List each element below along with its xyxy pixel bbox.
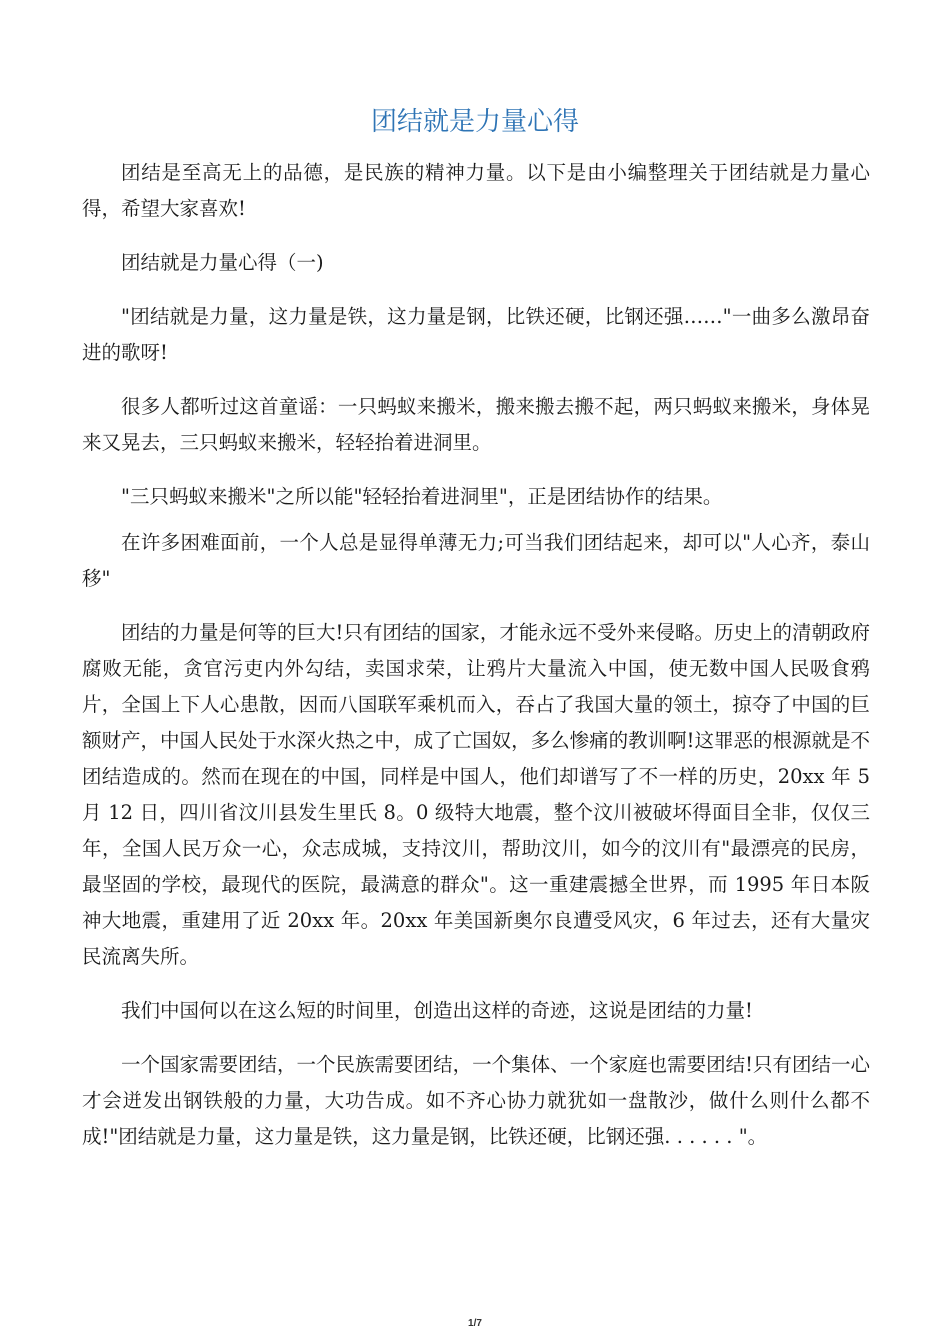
- paragraph: 在许多困难面前，一个人总是显得单薄无力;可当我们团结起来，却可以"人心齐，泰山移": [82, 531, 870, 590]
- paragraph: 一个国家需要团结，一个民族需要团结，一个集体、一个家庭也需要团结!只有团结一心才会迸发出钢铁般的力量，大功告成。如不齐心协力就犹如一盘散沙，做什么则什么都不成!"团结就是力量，这力量是铁，这力量是钢，比铁还硬，比钢还强. . . . . . "。: [82, 1053, 870, 1148]
- page-number: 1/7: [468, 1318, 482, 1329]
- section-heading: 团结就是力量心得（一): [121, 251, 324, 274]
- document-body: [82, 155, 870, 1173]
- paragraph: "团结就是力量，这力量是铁，这力量是钢，比铁还硬，比钢还强……"一曲多么激昂奋进的歌呀!: [82, 305, 870, 364]
- paragraph-intro: 团结是至高无上的品德，是民族的精神力量。以下是由小编整理关于团结就是力量心得，希望大家喜欢!: [82, 161, 870, 220]
- paragraph: 团结的力量是何等的巨大!只有团结的国家，才能永远不受外来侵略。历史上的清朝政府腐败无能，贪官污吏内外勾结，卖国求荣，让鸦片大量流入中国，使无数中国人民吸食鸦片，全国上下人心患散，因而八国联军乘机而入，吞占了我国大量的领土，掠夺了中国的巨额财产，中国人民处于水深火热之中，成了亡国奴，多么惨痛的教训啊!这罪恶的根源就是不团结造成的。然而在现在的中国，同样是中国人，他们却谱写了不一样的历史，20xx 年 5 月 12 日，四川省汶川县发生里氏 8。0 级特大地震，整个汶川被破坏得面目全非，仅仅三年，全国人民万众一心，众志成城，支持汶川，帮助汶川，如今的汶川有"最漂亮的民房，最坚固的学校，最现代的医院，最满意的群众"。这一重建震撼全世界，而 1995 年日本阪神大地震，重建用了近 20xx 年。20xx 年美国新奥尔良遭受风灾，6 年过去，还有大量灾民流离失所。: [82, 621, 870, 968]
- paragraph: 很多人都听过这首童谣：一只蚂蚁来搬米，搬来搬去搬不起，两只蚂蚁来搬米，身体晃来又晃去，三只蚂蚁来搬米，轻轻抬着进洞里。: [82, 395, 870, 454]
- document-title: 团结就是力量心得: [370, 107, 579, 137]
- paragraph: "三只蚂蚁来搬米"之所以能"轻轻抬着进洞里"，正是团结协作的结果。: [121, 485, 723, 508]
- paragraph: 我们中国何以在这么短的时间里，创造出这样的奇迹，这说是团结的力量!: [121, 999, 753, 1022]
